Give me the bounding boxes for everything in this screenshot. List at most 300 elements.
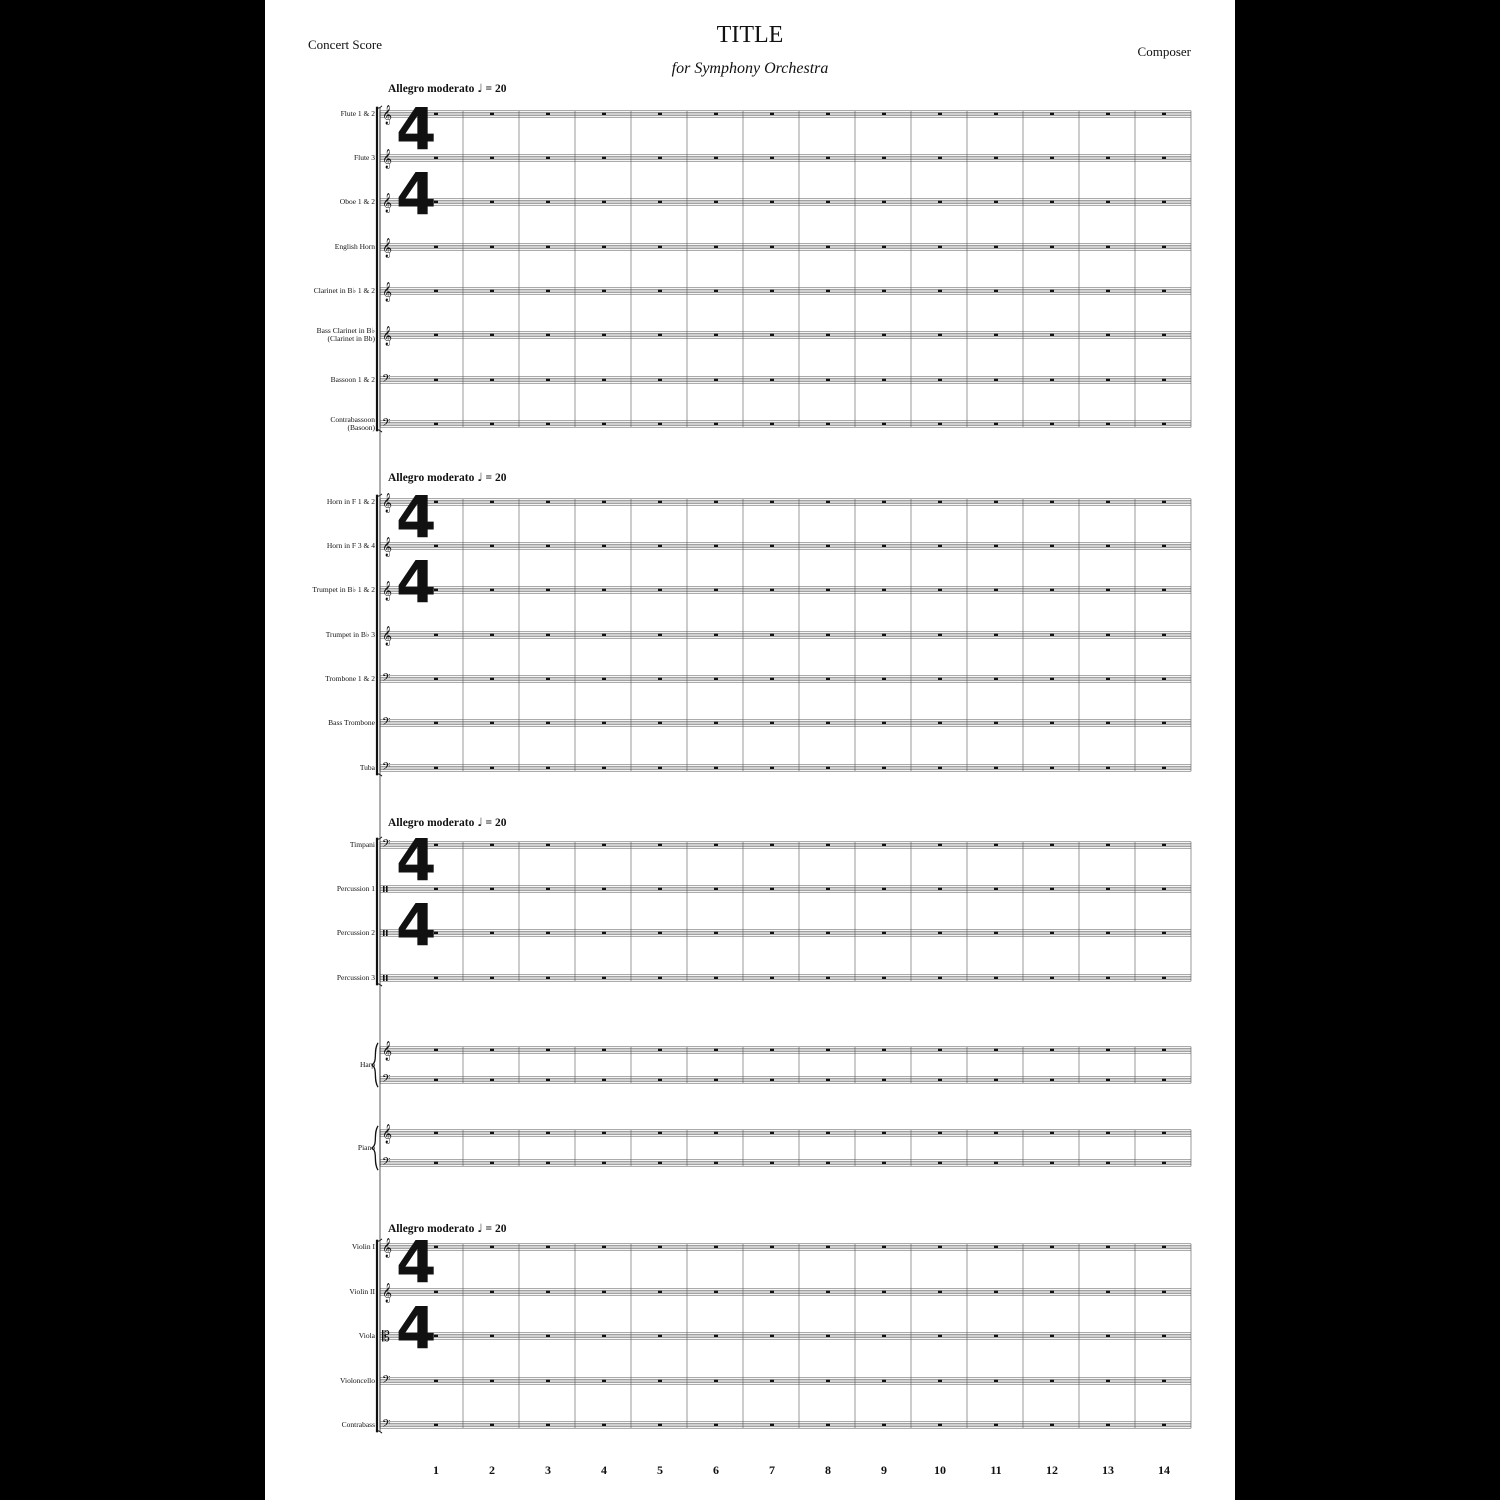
whole-rest <box>770 379 774 381</box>
whole-rest <box>1050 1424 1054 1426</box>
whole-rest <box>1050 767 1054 769</box>
treble-clef-icon: 𝄞 <box>382 581 393 601</box>
whole-rest <box>714 634 718 636</box>
instrument-name: Tuba <box>359 763 375 772</box>
instrument-name: Percussion 1 <box>336 884 375 893</box>
whole-rest <box>490 977 494 979</box>
whole-rest <box>546 722 550 724</box>
whole-rest <box>1106 379 1110 381</box>
measure-number: 10 <box>934 1463 946 1477</box>
whole-rest <box>1162 157 1166 159</box>
time-signature: 4 <box>396 1294 437 1362</box>
whole-rest <box>602 379 606 381</box>
whole-rest <box>490 246 494 248</box>
composer-label: Composer <box>1137 44 1191 59</box>
whole-rest <box>994 1079 998 1081</box>
whole-rest <box>602 334 606 336</box>
whole-rest <box>658 334 662 336</box>
whole-rest <box>714 1246 718 1248</box>
whole-rest <box>882 1291 886 1293</box>
whole-rest <box>434 678 438 680</box>
whole-rest <box>1162 1049 1166 1051</box>
score-page <box>265 0 1235 1500</box>
whole-rest <box>938 844 942 846</box>
whole-rest <box>938 246 942 248</box>
whole-rest <box>1106 1424 1110 1426</box>
whole-rest <box>882 423 886 425</box>
whole-rest <box>602 290 606 292</box>
whole-rest <box>490 1291 494 1293</box>
instrument-name: Percussion 3 <box>336 973 375 982</box>
whole-rest <box>658 1162 662 1164</box>
quarter-note-icon: ♩ <box>477 1221 483 1235</box>
whole-rest <box>1106 678 1110 680</box>
measure-number: 8 <box>825 1463 831 1477</box>
whole-rest <box>882 722 886 724</box>
whole-rest <box>1106 1132 1110 1134</box>
whole-rest <box>714 379 718 381</box>
whole-rest <box>882 334 886 336</box>
whole-rest <box>658 423 662 425</box>
whole-rest <box>938 767 942 769</box>
bass-clef-icon: 𝄢 <box>382 716 391 731</box>
whole-rest <box>826 722 830 724</box>
whole-rest <box>1162 1132 1166 1134</box>
whole-rest <box>602 501 606 503</box>
whole-rest <box>1162 589 1166 591</box>
whole-rest <box>1106 1079 1110 1081</box>
whole-rest <box>714 977 718 979</box>
whole-rest <box>1050 844 1054 846</box>
whole-rest <box>1050 501 1054 503</box>
whole-rest <box>658 379 662 381</box>
whole-rest <box>1106 589 1110 591</box>
percussion-clef-icon <box>386 886 388 892</box>
whole-rest <box>882 113 886 115</box>
whole-rest <box>1106 1380 1110 1382</box>
whole-rest <box>1050 1291 1054 1293</box>
whole-rest <box>1050 1380 1054 1382</box>
tempo-value: = 20 <box>482 472 507 484</box>
whole-rest <box>714 246 718 248</box>
instrument-name: Flute 1 & 2 <box>340 109 375 118</box>
whole-rest <box>434 1079 438 1081</box>
whole-rest <box>994 545 998 547</box>
whole-rest <box>882 545 886 547</box>
whole-rest <box>882 678 886 680</box>
whole-rest <box>658 1335 662 1337</box>
whole-rest <box>770 334 774 336</box>
whole-rest <box>658 246 662 248</box>
whole-rest <box>1162 379 1166 381</box>
whole-rest <box>546 844 550 846</box>
instrument-name: Contrabass <box>341 1420 375 1429</box>
whole-rest <box>714 1424 718 1426</box>
whole-rest <box>770 932 774 934</box>
whole-rest <box>770 1162 774 1164</box>
bass-clef-icon: 𝄢 <box>382 1156 391 1171</box>
whole-rest <box>602 1424 606 1426</box>
whole-rest <box>938 1079 942 1081</box>
whole-rest <box>826 113 830 115</box>
whole-rest <box>826 634 830 636</box>
whole-rest <box>826 246 830 248</box>
whole-rest <box>602 1162 606 1164</box>
percussion-clef-icon <box>386 930 388 936</box>
treble-clef-icon: 𝄞 <box>382 1041 393 1061</box>
score-subtitle: for Symphony Orchestra <box>671 60 829 77</box>
whole-rest <box>882 1246 886 1248</box>
whole-rest <box>882 290 886 292</box>
whole-rest <box>882 501 886 503</box>
whole-rest <box>546 1132 550 1134</box>
treble-clef-icon: 𝄞 <box>382 493 393 513</box>
whole-rest <box>658 1049 662 1051</box>
whole-rest <box>994 1246 998 1248</box>
whole-rest <box>714 844 718 846</box>
treble-clef-icon: 𝄞 <box>382 238 393 258</box>
quarter-note-icon: ♩ <box>477 81 483 95</box>
whole-rest <box>714 888 718 890</box>
whole-rest <box>1162 423 1166 425</box>
whole-rest <box>1050 334 1054 336</box>
whole-rest <box>826 201 830 203</box>
whole-rest <box>770 1079 774 1081</box>
whole-rest <box>490 1246 494 1248</box>
whole-rest <box>882 1049 886 1051</box>
instrument-name: Bass Clarinet in B♭ (Clarinet in Bb) <box>316 326 375 343</box>
whole-rest <box>938 1049 942 1051</box>
whole-rest <box>938 113 942 115</box>
whole-rest <box>490 888 494 890</box>
whole-rest <box>434 634 438 636</box>
whole-rest <box>602 634 606 636</box>
whole-rest <box>994 501 998 503</box>
whole-rest <box>1050 113 1054 115</box>
measure-number: 4 <box>601 1463 607 1477</box>
measure-number: 11 <box>990 1463 1002 1477</box>
whole-rest <box>658 678 662 680</box>
whole-rest <box>602 201 606 203</box>
time-signature: 4 <box>396 891 437 959</box>
whole-rest <box>434 1162 438 1164</box>
whole-rest <box>826 888 830 890</box>
whole-rest <box>826 1162 830 1164</box>
whole-rest <box>490 1132 494 1134</box>
whole-rest <box>658 501 662 503</box>
whole-rest <box>434 767 438 769</box>
whole-rest <box>770 1424 774 1426</box>
whole-rest <box>1050 423 1054 425</box>
whole-rest <box>1050 678 1054 680</box>
whole-rest <box>602 888 606 890</box>
whole-rest <box>826 767 830 769</box>
whole-rest <box>994 722 998 724</box>
whole-rest <box>714 767 718 769</box>
instrument-name: Trumpet in B♭ 3 <box>325 630 375 639</box>
whole-rest <box>826 977 830 979</box>
whole-rest <box>882 1162 886 1164</box>
treble-clef-icon: 𝄞 <box>382 282 393 302</box>
whole-rest <box>770 1380 774 1382</box>
whole-rest <box>602 423 606 425</box>
whole-rest <box>1106 1291 1110 1293</box>
whole-rest <box>994 1335 998 1337</box>
whole-rest <box>434 977 438 979</box>
whole-rest <box>994 1162 998 1164</box>
whole-rest <box>658 1079 662 1081</box>
whole-rest <box>490 767 494 769</box>
whole-rest <box>490 1162 494 1164</box>
instrument-name: Violoncello <box>340 1376 375 1385</box>
measure-number: 9 <box>881 1463 887 1477</box>
whole-rest <box>602 246 606 248</box>
tempo-value: = 20 <box>482 83 507 95</box>
whole-rest <box>546 678 550 680</box>
whole-rest <box>770 589 774 591</box>
whole-rest <box>434 334 438 336</box>
whole-rest <box>882 932 886 934</box>
whole-rest <box>826 545 830 547</box>
whole-rest <box>546 246 550 248</box>
whole-rest <box>434 379 438 381</box>
whole-rest <box>882 888 886 890</box>
whole-rest <box>994 634 998 636</box>
whole-rest <box>546 290 550 292</box>
whole-rest <box>1050 722 1054 724</box>
time-signature: 4 <box>396 1228 437 1296</box>
tempo-marking <box>388 81 506 95</box>
whole-rest <box>602 1132 606 1134</box>
whole-rest <box>490 545 494 547</box>
whole-rest <box>770 1335 774 1337</box>
whole-rest <box>546 1424 550 1426</box>
whole-rest <box>490 157 494 159</box>
whole-rest <box>714 423 718 425</box>
whole-rest <box>490 844 494 846</box>
whole-rest <box>826 334 830 336</box>
percussion-clef-icon <box>383 930 385 936</box>
whole-rest <box>994 1291 998 1293</box>
whole-rest <box>994 844 998 846</box>
whole-rest <box>826 589 830 591</box>
whole-rest <box>658 545 662 547</box>
whole-rest <box>658 1424 662 1426</box>
whole-rest <box>882 767 886 769</box>
whole-rest <box>938 1291 942 1293</box>
whole-rest <box>714 1132 718 1134</box>
whole-rest <box>1106 1049 1110 1051</box>
whole-rest <box>1162 932 1166 934</box>
whole-rest <box>994 113 998 115</box>
whole-rest <box>770 767 774 769</box>
whole-rest <box>434 1049 438 1051</box>
whole-rest <box>546 201 550 203</box>
whole-rest <box>938 423 942 425</box>
whole-rest <box>1050 932 1054 934</box>
whole-rest <box>714 589 718 591</box>
whole-rest <box>938 1162 942 1164</box>
whole-rest <box>1050 201 1054 203</box>
whole-rest <box>770 977 774 979</box>
whole-rest <box>826 1291 830 1293</box>
instrument-name: Flute 3 <box>353 153 375 162</box>
whole-rest <box>1050 545 1054 547</box>
whole-rest <box>1162 201 1166 203</box>
whole-rest <box>602 932 606 934</box>
instrument-name: Trombone 1 & 2 <box>325 674 375 683</box>
whole-rest <box>994 246 998 248</box>
whole-rest <box>658 932 662 934</box>
whole-rest <box>882 157 886 159</box>
treble-clef-icon: 𝄞 <box>382 537 393 557</box>
whole-rest <box>490 722 494 724</box>
whole-rest <box>602 113 606 115</box>
whole-rest <box>490 678 494 680</box>
whole-rest <box>490 1049 494 1051</box>
whole-rest <box>602 1049 606 1051</box>
bass-clef-icon: 𝄢 <box>382 1418 391 1433</box>
whole-rest <box>1106 423 1110 425</box>
whole-rest <box>1106 545 1110 547</box>
percussion-clef-icon <box>383 975 385 981</box>
treble-clef-icon: 𝄞 <box>382 193 393 213</box>
whole-rest <box>1050 888 1054 890</box>
whole-rest <box>994 201 998 203</box>
time-signature: 4 <box>396 160 437 228</box>
whole-rest <box>1050 157 1054 159</box>
whole-rest <box>770 1049 774 1051</box>
whole-rest <box>546 423 550 425</box>
whole-rest <box>770 678 774 680</box>
whole-rest <box>490 932 494 934</box>
whole-rest <box>882 1424 886 1426</box>
whole-rest <box>826 1335 830 1337</box>
whole-rest <box>1106 334 1110 336</box>
whole-rest <box>770 1291 774 1293</box>
whole-rest <box>1106 501 1110 503</box>
whole-rest <box>826 1380 830 1382</box>
bass-clef-icon: 𝄢 <box>382 1073 391 1088</box>
whole-rest <box>1106 844 1110 846</box>
bass-clef-icon: 𝄢 <box>382 761 391 776</box>
whole-rest <box>994 767 998 769</box>
whole-rest <box>546 545 550 547</box>
bass-clef-icon: 𝄢 <box>382 838 391 853</box>
whole-rest <box>1050 290 1054 292</box>
whole-rest <box>770 545 774 547</box>
whole-rest <box>658 589 662 591</box>
whole-rest <box>938 634 942 636</box>
whole-rest <box>938 589 942 591</box>
whole-rest <box>826 157 830 159</box>
whole-rest <box>1106 932 1110 934</box>
whole-rest <box>994 589 998 591</box>
whole-rest <box>658 844 662 846</box>
whole-rest <box>1162 1079 1166 1081</box>
whole-rest <box>826 1079 830 1081</box>
quarter-note-icon: ♩ <box>477 815 483 829</box>
whole-rest <box>994 678 998 680</box>
whole-rest <box>602 767 606 769</box>
whole-rest <box>658 1291 662 1293</box>
tempo-marking <box>388 815 506 829</box>
whole-rest <box>994 977 998 979</box>
whole-rest <box>1162 722 1166 724</box>
whole-rest <box>770 888 774 890</box>
instrument-name: Bass Trombone <box>328 718 375 727</box>
measure-number: 14 <box>1158 1463 1170 1477</box>
whole-rest <box>602 545 606 547</box>
whole-rest <box>994 1049 998 1051</box>
whole-rest <box>714 1335 718 1337</box>
measure-number: 6 <box>713 1463 719 1477</box>
whole-rest <box>826 1424 830 1426</box>
whole-rest <box>938 1246 942 1248</box>
treble-clef-icon: 𝄞 <box>382 1124 393 1144</box>
whole-rest <box>490 379 494 381</box>
whole-rest <box>882 1335 886 1337</box>
percussion-clef-icon <box>386 975 388 981</box>
whole-rest <box>770 1132 774 1134</box>
whole-rest <box>770 423 774 425</box>
instrument-name: Timpani <box>349 840 375 849</box>
instrument-name: Violin I <box>351 1242 375 1251</box>
whole-rest <box>602 722 606 724</box>
whole-rest <box>826 290 830 292</box>
whole-rest <box>602 977 606 979</box>
whole-rest <box>490 634 494 636</box>
whole-rest <box>1106 246 1110 248</box>
whole-rest <box>938 977 942 979</box>
whole-rest <box>882 844 886 846</box>
whole-rest <box>546 888 550 890</box>
whole-rest <box>602 157 606 159</box>
whole-rest <box>546 157 550 159</box>
whole-rest <box>714 678 718 680</box>
whole-rest <box>826 423 830 425</box>
whole-rest <box>1106 157 1110 159</box>
whole-rest <box>994 290 998 292</box>
whole-rest <box>938 379 942 381</box>
whole-rest <box>1106 888 1110 890</box>
whole-rest <box>546 501 550 503</box>
instrument-name: Clarinet in B♭ 1 & 2 <box>313 286 375 295</box>
whole-rest <box>490 423 494 425</box>
whole-rest <box>826 379 830 381</box>
whole-rest <box>994 379 998 381</box>
whole-rest <box>882 1079 886 1081</box>
whole-rest <box>434 290 438 292</box>
whole-rest <box>994 1380 998 1382</box>
instrument-name: English Horn <box>334 242 375 251</box>
whole-rest <box>994 1132 998 1134</box>
whole-rest <box>714 545 718 547</box>
whole-rest <box>1106 722 1110 724</box>
whole-rest <box>602 1335 606 1337</box>
whole-rest <box>1162 246 1166 248</box>
whole-rest <box>1106 1246 1110 1248</box>
measure-number: 2 <box>489 1463 495 1477</box>
whole-rest <box>994 157 998 159</box>
whole-rest <box>490 1079 494 1081</box>
whole-rest <box>714 932 718 934</box>
whole-rest <box>490 501 494 503</box>
whole-rest <box>826 678 830 680</box>
whole-rest <box>1050 589 1054 591</box>
treble-clef-icon: 𝄞 <box>382 1283 393 1303</box>
whole-rest <box>1050 1162 1054 1164</box>
